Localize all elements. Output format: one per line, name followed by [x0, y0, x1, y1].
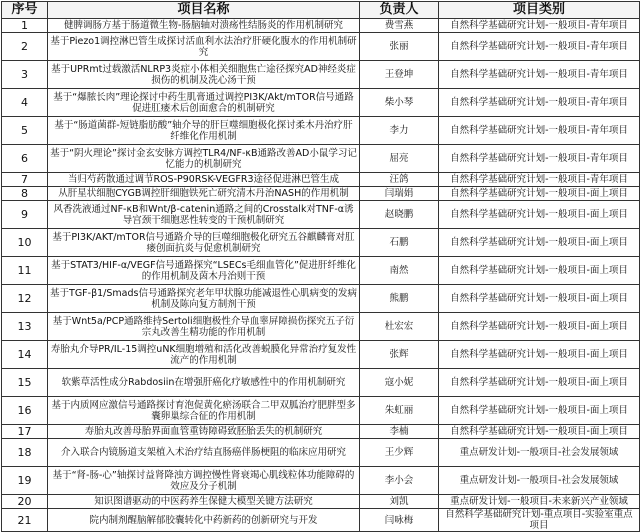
cell-no: 5 [2, 117, 48, 145]
cell-category: 自然科学基础研究计划-一般项目-面上项目 [439, 425, 640, 439]
cell-leader: 张辉 [360, 341, 439, 369]
cell-no: 8 [2, 187, 48, 201]
cell-category: 自然科学基础研究计划-一般项目-青年项目 [439, 33, 640, 61]
project-table [1, 1, 640, 532]
cell-no: 15 [2, 369, 48, 397]
cell-category: 自然科学基础研究计划-一般项目-面上项目 [439, 257, 640, 285]
cell-category: 自然科学基础研究计划-一般项目-青年项目 [439, 145, 640, 173]
cell-category: 自然科学基础研究计划-一般项目-青年项目 [439, 19, 640, 33]
cell-leader: 费雪燕 [360, 19, 439, 33]
cell-project-name: 基于“肾-肠-心”轴探讨益肾降浊方调控慢性肾衰竭心肌线粒体功能障碍的效应及分子机制 [48, 467, 360, 495]
cell-leader: 张丽 [360, 33, 439, 61]
cell-leader: 李小会 [360, 467, 439, 495]
cell-no: 2 [2, 33, 48, 61]
table-row [2, 187, 640, 201]
table-row [2, 467, 640, 495]
cell-leader: 朱虹丽 [360, 397, 439, 425]
cell-no: 7 [2, 173, 48, 187]
table-row [2, 229, 640, 257]
cell-category: 自然科学基础研究计划-一般项目-青年项目 [439, 89, 640, 117]
cell-category: 自然科学基础研究计划-一般项目-面上项目 [439, 341, 640, 369]
cell-category: 自然科学基础研究计划-重点项目-实验室重点项目 [439, 509, 640, 532]
cell-project-name: 基于内质网应激信号通路探讨育泡促黄化瘀汤联合二甲双胍治疗肥胖型多囊卵巢综合征的作用机制 [48, 397, 360, 425]
cell-project-name: 基于TGF-β1/Smads信号通路探究老年甲状腺功能减退性心肌病变的发病机制及陈向复方制剂干预 [48, 285, 360, 313]
cell-leader: 南然 [360, 257, 439, 285]
cell-no: 11 [2, 257, 48, 285]
cell-no: 16 [2, 397, 48, 425]
cell-leader: 屈亮 [360, 145, 439, 173]
table-row [2, 285, 640, 313]
cell-no: 1 [2, 19, 48, 33]
cell-no: 18 [2, 439, 48, 467]
cell-category: 自然科学基础研究计划-一般项目-面上项目 [439, 369, 640, 397]
cell-project-name: 基于“肠道菌群-短链脂肪酸”轴介导的肝巨噬细胞极化探讨柔木丹治疗肝纤维化作用机制 [48, 117, 360, 145]
table-row [2, 33, 640, 61]
cell-no: 17 [2, 425, 48, 439]
table-row [2, 117, 640, 145]
cell-project-name: 基于Wnt5a/PCP通路维持Sertoli细胞极性介导血睾屏障损伤探究五子衍宗丸改善生精功能的作用机制 [48, 313, 360, 341]
cell-leader: 杜宏宏 [360, 313, 439, 341]
header-category: 项目类别 [439, 2, 640, 19]
cell-category: 重点研发计划-一般项目-未来新兴产业领域 [439, 495, 640, 509]
header-no: 序号 [2, 2, 48, 19]
cell-no: 6 [2, 145, 48, 173]
cell-leader: 闫咏梅 [360, 509, 439, 532]
table-row [2, 61, 640, 89]
cell-category: 自然科学基础研究计划-一般项目-面上项目 [439, 397, 640, 425]
cell-project-name: 寿胎丸介导PR/IL-15调控uNK细胞增殖和活化改善蜕膜化异常治疗复发性流产的作用机制 [48, 341, 360, 369]
cell-no: 3 [2, 61, 48, 89]
cell-no: 20 [2, 495, 48, 509]
cell-category: 重点研发计划-一般项目-社会发展领域 [439, 467, 640, 495]
table-row [2, 341, 640, 369]
cell-project-name: 软紫草活性成分Rabdosiin在增强肝癌化疗敏感性中的作用机制研究 [48, 369, 360, 397]
cell-no: 12 [2, 285, 48, 313]
cell-category: 重点研发计划-一般项目-社会发展领域 [439, 439, 640, 467]
table-row [2, 439, 640, 467]
table-row [2, 313, 640, 341]
cell-project-name: 当归芍药散通过调节ROS-P90RSK-VEGFR3途径促进淋巴管生成 [48, 173, 360, 187]
cell-category: 自然科学基础研究计划-一般项目-面上项目 [439, 285, 640, 313]
cell-project-name: 寿胎丸改善母胎界面血管重铸障碍致胚胎丢失的机制研究 [48, 425, 360, 439]
cell-no: 14 [2, 341, 48, 369]
table-row [2, 89, 640, 117]
cell-no: 13 [2, 313, 48, 341]
cell-project-name: 风香洗液通过NF-κB和Wnt/β-catenin通路之间的Crosstalk对TNF-α诱导宫颈干细胞恶性转变的干预机制研究 [48, 201, 360, 229]
cell-project-name: 基于“阴火理论”探讨金玄安脉方调控TLR4/NF-κB通路改善AD小鼠学习记忆能力的机制研究 [48, 145, 360, 173]
cell-project-name: 从肝星状细胞CYGB调控肝细胞铁死亡研究清木丹治NASH的作用机制 [48, 187, 360, 201]
cell-leader: 王登坤 [360, 61, 439, 89]
header-project-name: 项目名称 [48, 2, 360, 19]
cell-leader: 李楠 [360, 425, 439, 439]
cell-leader: 王少辉 [360, 439, 439, 467]
cell-leader: 闫瑞娟 [360, 187, 439, 201]
table-row [2, 257, 640, 285]
cell-category: 自然科学基础研究计划-一般项目-青年项目 [439, 173, 640, 187]
table-row [2, 145, 640, 173]
cell-project-name: 健脾调肠方基于肠道微生物-肠脑轴对溃疡性结肠炎的作用机制研究 [48, 19, 360, 33]
cell-no: 10 [2, 229, 48, 257]
cell-leader: 寇小妮 [360, 369, 439, 397]
cell-category: 自然科学基础研究计划-一般项目-青年项目 [439, 61, 640, 89]
table-row [2, 201, 640, 229]
table-row [2, 173, 640, 187]
cell-leader: 熊鹏 [360, 285, 439, 313]
cell-no: 21 [2, 509, 48, 532]
table-row [2, 425, 640, 439]
cell-leader: 汪鸽 [360, 173, 439, 187]
cell-no: 19 [2, 467, 48, 495]
cell-project-name: 基于“爆脓长肉”理论探讨中药生肌膏通过调控PI3K/Akt/mTOR信号通路促进肛瘘术后创面愈合的机制研究 [48, 89, 360, 117]
table-row [2, 369, 640, 397]
table-row [2, 19, 640, 33]
table-header-row [2, 2, 640, 19]
cell-project-name: 院内制剂醒脑解郁胶囊转化中药新药的创新研究与开发 [48, 509, 360, 532]
cell-leader: 李力 [360, 117, 439, 145]
cell-category: 自然科学基础研究计划-一般项目-面上项目 [439, 313, 640, 341]
table-row [2, 397, 640, 425]
table-row [2, 495, 640, 509]
cell-leader: 柴小琴 [360, 89, 439, 117]
cell-leader: 石鹏 [360, 229, 439, 257]
cell-category: 自然科学基础研究计划-一般项目-面上项目 [439, 187, 640, 201]
cell-no: 4 [2, 89, 48, 117]
cell-no: 9 [2, 201, 48, 229]
cell-project-name: 介入联合内镜肠道支架植入术治疗结直肠癌伴肠梗阻的临床应用研究 [48, 439, 360, 467]
cell-category: 自然科学基础研究计划-一般项目-面上项目 [439, 201, 640, 229]
cell-category: 自然科学基础研究计划-一般项目-面上项目 [439, 229, 640, 257]
cell-project-name: 知识图谱驱动的中医药养生保健大模型关键方法研究 [48, 495, 360, 509]
cell-project-name: 基于PI3K/AKT/mTOR信号通路介导的巨噬细胞极化研究五谷麒麟膏对肛瘘创面抗炎与促愈机制研究 [48, 229, 360, 257]
cell-category: 自然科学基础研究计划-一般项目-青年项目 [439, 117, 640, 145]
header-leader: 负责人 [360, 2, 439, 19]
cell-project-name: 基于STAT3/HIF-α/VEGF信号通路探究“LSECs毛细血管化”促进肝纤维化的作用机制及茵木丹治则干预 [48, 257, 360, 285]
cell-project-name: 基于Piezo1调控淋巴管生成探讨活血利水法治疗肝硬化腹水的作用机制研究 [48, 33, 360, 61]
cell-project-name: 基于UPRmt过载激活NLRP3炎症小体相关细胞焦亡途径探究AD神经炎症损伤的机制及洗心汤干预 [48, 61, 360, 89]
cell-leader: 刘凯 [360, 495, 439, 509]
table-row [2, 509, 640, 532]
cell-leader: 赵晓鹏 [360, 201, 439, 229]
